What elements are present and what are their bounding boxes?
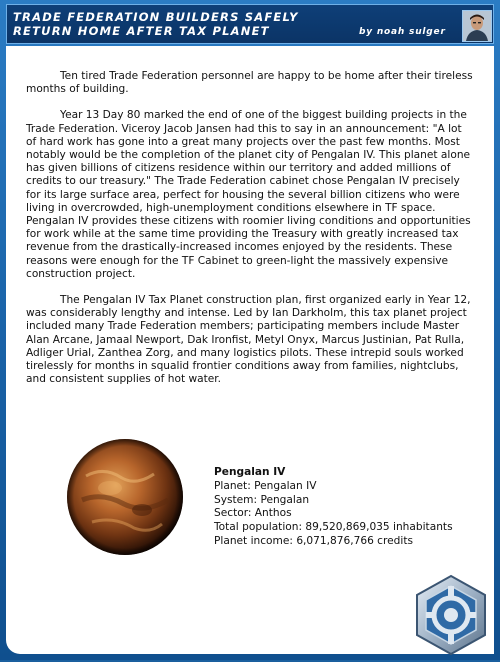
population-line: Total population: 89,520,869,035 inhabitants	[214, 521, 453, 534]
sector-line: Sector: Anthos	[214, 507, 292, 520]
article-body	[26, 70, 474, 399]
author-avatar	[462, 10, 492, 42]
planet-name: Pengalan IV	[214, 466, 286, 478]
income-line: Planet income: 6,071,876,766 credits	[214, 534, 413, 547]
planet-info	[214, 466, 474, 549]
headline-line-2: RETURN HOME AFTER TAX PLANET	[13, 24, 270, 38]
paragraph: Year 13 Day 80 marked the end of one of the biggest building projects in the Trade Federation. Viceroy Jacob Jansen had this to say in an announcement: "A lot of hard work has gone into a great many projects over the past few months. Most notably would be the completion of the planet city of Pengalan IV. This planet alone has given billions of citizens residence within our territory and added millions of credits to our treasury." The Trade Federation cabinet chose Pengalan IV precisely for its large surface area, perfect for housing the several billion citizens who were living in overcrowded, high-unemployment conditions elsewhere in TF space. Pengalan IV provides these citizens with roomier living conditions and opportunities for work while at the same time providing the Treasury with greatly increased tax revenue from the drastically-increased incomes enjoyed by the residents. These reasons were enough for the TF Cabinet to green-light the massively expensive construction project.	[26, 109, 471, 280]
paragraph: The Pengalan IV Tax Planet construction plan, first organized early in Year 12, was considerably lengthy and intense. Led by Ian Darkholm, this tax planet project included many Trade Federation members; participating members include Master Alan Arcane, Jamaal Newport, Dak Ironfist, Metyl Onyx, Marcus Justinian, Pat Rulla, Adliger Urial, Zanthea Zorg, and many logistics pilots. These intrepid souls worked tirelessly for months in squalid frontier conditions away from families, nightclubs, and consistent supplies of hot water.	[26, 294, 471, 386]
planet-image	[64, 436, 186, 558]
article-panel	[6, 46, 494, 654]
planet-line: Planet: Pengalan IV	[214, 479, 317, 492]
trade-federation-logo	[408, 572, 494, 658]
paragraph: Ten tired Trade Federation personnel are happy to be home after their tireless months of building.	[26, 70, 473, 96]
system-line: System: Pengalan	[214, 493, 310, 506]
headline-line-1: TRADE FEDERATION BUILDERS SAFELY	[13, 10, 299, 24]
header-banner	[6, 4, 494, 44]
byline: by noah sulger	[359, 27, 446, 37]
headline	[13, 10, 413, 38]
